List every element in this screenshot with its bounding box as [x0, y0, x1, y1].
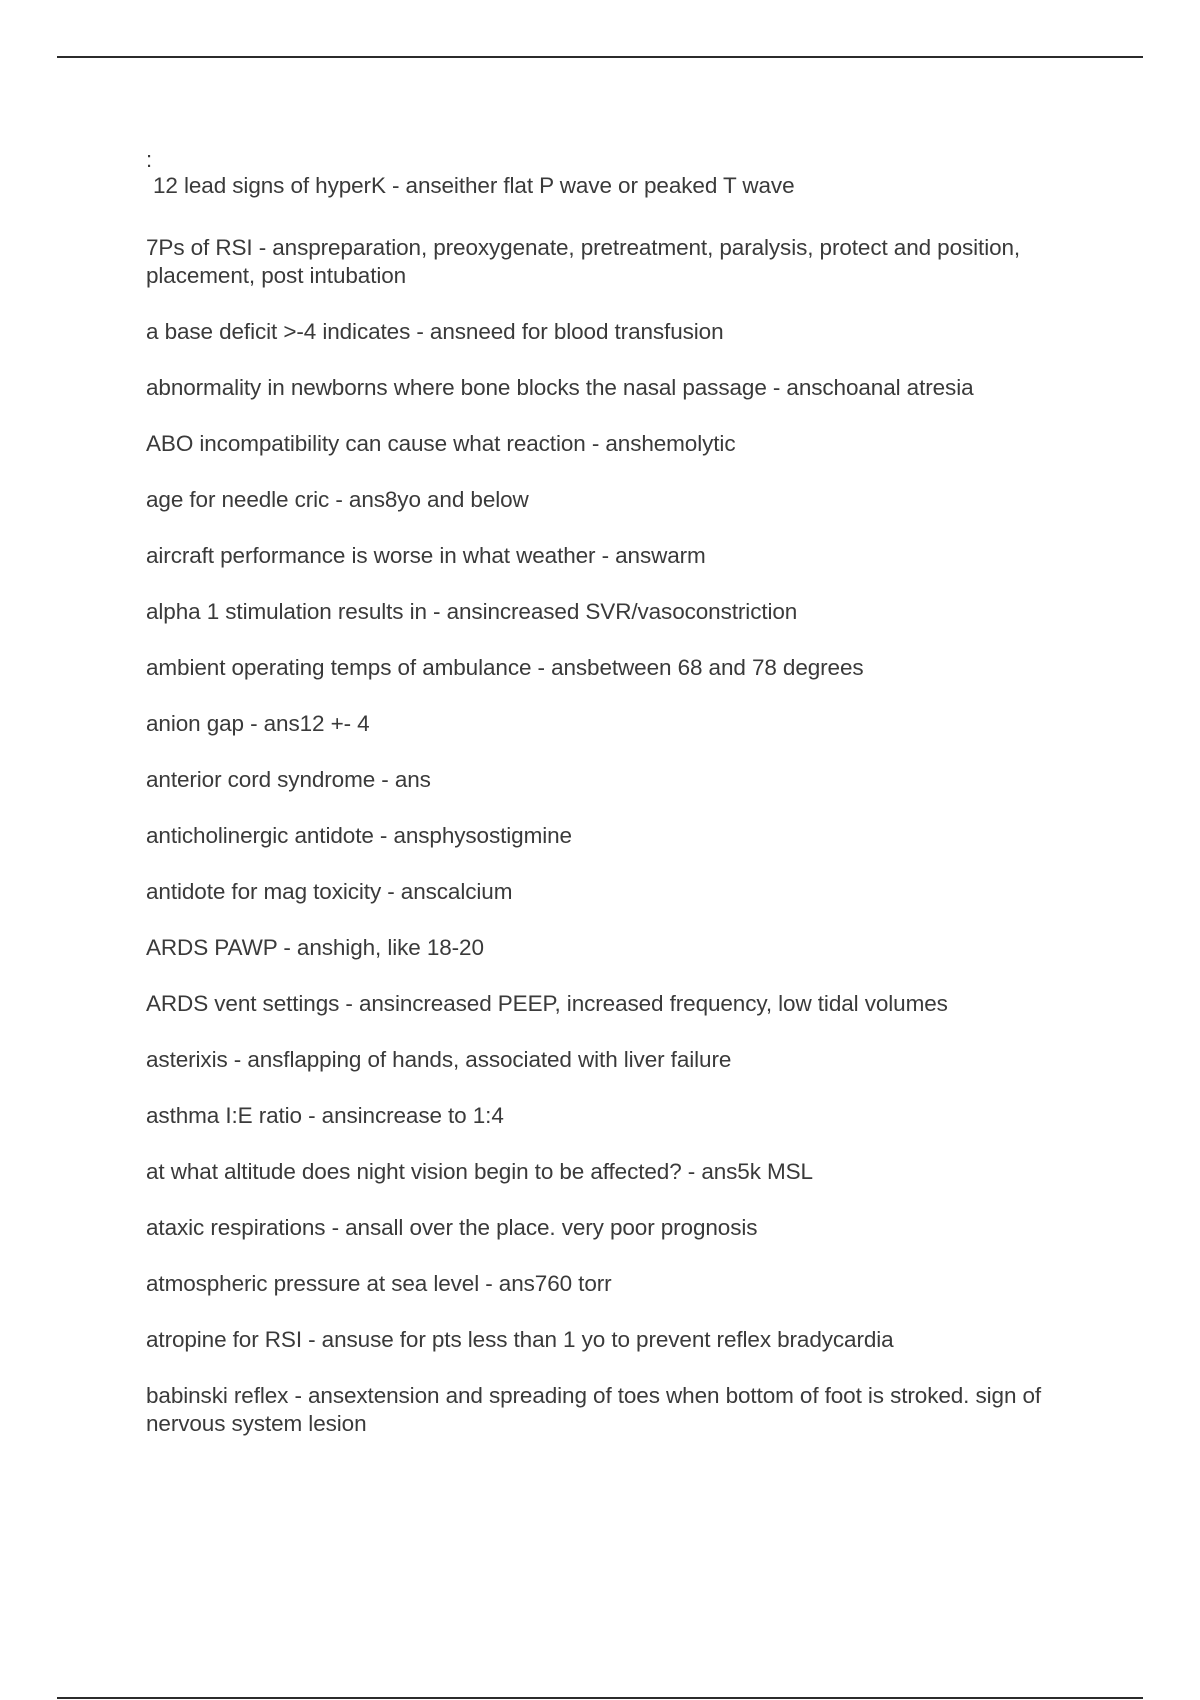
flashcard-entry: anterior cord syndrome - ans [146, 767, 431, 792]
flashcard-entry: ambient operating temps of ambulance - ansbetween 68 and 78 degrees [146, 655, 864, 680]
flashcard-entry: 12 lead signs of hyperK - anseither flat P wave or peaked T wave [153, 173, 795, 198]
flashcard-entry: ARDS PAWP - anshigh, like 18-20 [146, 935, 484, 960]
flashcard-entry: ABO incompatibility can cause what reaction - anshemolytic [146, 431, 736, 456]
flashcard-entry: abnormality in newborns where bone blocks the nasal passage - anschoanal atresia [146, 375, 974, 400]
flashcard-entry: asthma I:E ratio - ansincrease to 1:4 [146, 1103, 504, 1128]
flashcard-entry: atmospheric pressure at sea level - ans760 torr [146, 1271, 612, 1296]
lead-marker: : [146, 147, 153, 172]
header-rule [57, 56, 1143, 58]
flashcard-entry: babinski reflex - ansextension and spreading of toes when bottom of foot is stroked. sign of nervous system lesion [146, 1383, 1042, 1436]
flashcard-entry: ataxic respirations - ansall over the place. very poor prognosis [146, 1215, 758, 1240]
flashcard-entry: 7Ps of RSI - anspreparation, preoxygenate, pretreatment, paralysis, protect and position, placement, post intubation [146, 235, 1021, 288]
flashcard-entry: ARDS vent settings - ansincreased PEEP, increased frequency, low tidal volumes [146, 991, 948, 1016]
flashcard-entry: age for needle cric - ans8yo and below [146, 487, 529, 512]
flashcard-entry: at what altitude does night vision begin to be affected? - ans5k MSL [146, 1159, 813, 1184]
flashcard-entry: anticholinergic antidote - ansphysostigmine [146, 823, 572, 848]
flashcard-entry: aircraft performance is worse in what weather - answarm [146, 543, 706, 568]
flashcard-entry: atropine for RSI - ansuse for pts less than 1 yo to prevent reflex bradycardia [146, 1327, 894, 1352]
flashcard-entry: antidote for mag toxicity - anscalcium [146, 879, 513, 904]
flashcard-entry: anion gap - ans12 +- 4 [146, 711, 370, 736]
document-body [146, 148, 1066, 1438]
footer-rule [57, 1697, 1143, 1699]
flashcard-entry: asterixis - ansflapping of hands, associated with liver failure [146, 1047, 732, 1072]
flashcard-entry: a base deficit >-4 indicates - ansneed for blood transfusion [146, 319, 724, 344]
flashcard-entry: alpha 1 stimulation results in - ansincreased SVR/vasoconstriction [146, 599, 798, 624]
